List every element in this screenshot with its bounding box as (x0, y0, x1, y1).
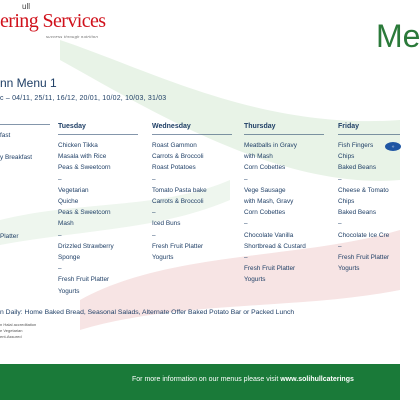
menu-item: Corn Cobettes (244, 209, 286, 217)
menu-item: Carrots & Broccoli (152, 153, 204, 161)
day-header: Friday (338, 123, 360, 130)
menu-item (0, 141, 50, 152)
menu-item: Baked Beans (338, 209, 377, 217)
sustainable-fish-icon: ✧ (385, 142, 401, 151)
menu-item: Carrots & Broccoli (152, 198, 204, 206)
menu-item: Baked Beans (338, 164, 377, 172)
header-rule (0, 124, 50, 125)
menu-item: Fish Fingers (338, 142, 374, 149)
menu-item: Meatballs in Gravy (244, 142, 297, 149)
day-header: Wednesday (152, 123, 191, 130)
menu-item: Mash (58, 220, 74, 228)
menu-item: – (244, 175, 248, 183)
menu-item: Fresh Fruit Platter (338, 254, 390, 262)
menu-item: Quiche (58, 198, 79, 206)
menu-item: – (58, 265, 62, 273)
menu-item: Peas & Sweetcorn (58, 164, 111, 172)
menu-item: – (58, 175, 62, 183)
menu-item: Yogurts (58, 287, 80, 295)
menu-item: Chocolate Vanilla (244, 231, 294, 239)
menu-item: Chicken Tikka (58, 142, 98, 149)
menu-item: Shortbread & Custard (244, 242, 306, 250)
menu-item: with Mash (244, 153, 273, 161)
note-halal: n Halal accreditation (0, 322, 37, 327)
menu-item: Chips (338, 153, 355, 161)
day-header: Tuesday (58, 123, 86, 130)
menu-item: Chocolate Ice Cre (338, 231, 390, 239)
menu-item: Yogurts (244, 276, 266, 284)
menu-item: – (152, 175, 156, 183)
menu-item: Vege Sausage (244, 186, 286, 194)
menu-item: Iced Buns (152, 220, 181, 228)
logo-top-text: ull (22, 2, 31, 11)
menu-item: Chips (338, 198, 355, 206)
menu-item: y Breakfast (0, 154, 32, 162)
menu-item: – (338, 242, 342, 250)
menu-item: Corn Cobettes (244, 164, 286, 172)
menu-item: Fresh Fruit Platter (152, 242, 204, 250)
menu-item: Yogurts (152, 254, 174, 262)
menu-item: Tomato Pasta bake (152, 186, 207, 194)
menu-item: Platter (0, 232, 19, 240)
menu-item (0, 220, 50, 231)
page-title: Me (376, 18, 420, 54)
menu-item (0, 164, 50, 175)
note-vegetarian: e Vegetarian (0, 328, 23, 333)
menu-item: Masala with Rice (58, 153, 107, 161)
menu-item: – (338, 175, 342, 183)
menu-item: – (58, 231, 62, 239)
menu-item: Yogurts (338, 265, 360, 273)
menu-item: Roast Gammon (152, 142, 197, 149)
menu-item: Peas & Sweetcorn (58, 209, 111, 217)
menu-item: Fresh Fruit Platter (244, 265, 296, 273)
menu-item: Cheese & Tomato (338, 186, 389, 194)
menu-item: – (244, 254, 248, 262)
footer-website-link[interactable]: www.solihullcaterings (280, 376, 354, 383)
menu-item: with Mash, Gravy (244, 198, 294, 206)
menu-item: – (152, 209, 156, 217)
day-column-tuesday (58, 122, 138, 297)
menu-item (0, 186, 50, 197)
header-rule (244, 134, 324, 135)
menu-item: – (244, 220, 248, 228)
menu-item: Vegetarian (58, 186, 89, 194)
menu-item: – (152, 231, 156, 239)
footer-info: For more information on our menus please visit (132, 376, 281, 383)
menu-item: Roast Potatoes (152, 164, 196, 172)
footer-text (132, 376, 354, 383)
logo-wordmark: ering Services (0, 10, 106, 32)
menu-item: – (338, 220, 342, 228)
menu-dates: c – 04/11, 25/11, 16/12, 20/01, 10/02, 10/03, 31/03 (0, 95, 167, 102)
logo-tagline: success through nutrition (46, 34, 98, 39)
header-rule (58, 134, 138, 135)
menu-item: Fresh Fruit Platter (58, 276, 110, 284)
header-rule (338, 134, 400, 135)
menu-title: nn Menu 1 (0, 76, 57, 90)
menu-item: Sponge (58, 254, 81, 262)
daily-offer-line: n Daily: Home Baked Bread, Seasonal Salads, Alternate Offer Baked Potato Bar or Packed Lunch (0, 309, 295, 316)
day-column-thursday (244, 122, 324, 286)
menu-item: fast (0, 132, 11, 139)
day-column-wednesday (152, 122, 232, 263)
menu-item: Drizzled Strawberry (58, 242, 114, 250)
day-header: Thursday (244, 123, 276, 130)
note-assured: ent-Assured (0, 334, 22, 339)
menu-item (0, 208, 50, 219)
menu-item (0, 175, 50, 186)
day-column-monday (0, 122, 50, 242)
menu-item (0, 197, 50, 208)
header-rule (152, 134, 232, 135)
